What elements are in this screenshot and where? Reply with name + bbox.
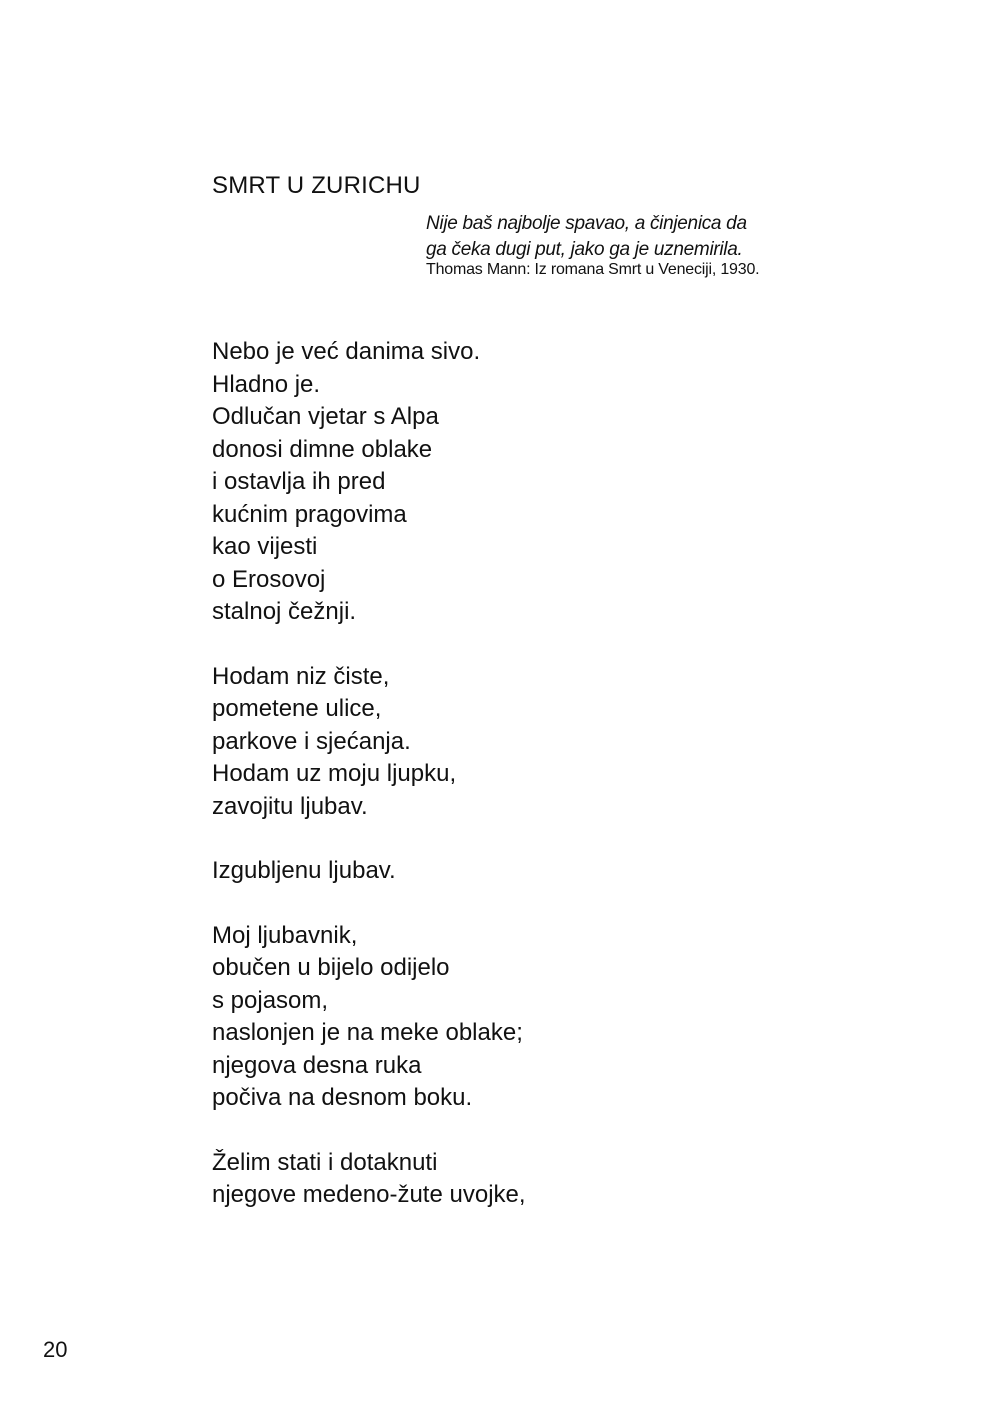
poem-line: Želim stati i dotaknuti xyxy=(212,1148,438,1176)
poem-line: Hodam uz moju ljupku, xyxy=(212,760,457,787)
poem-line: njegova desna ruka xyxy=(212,1051,422,1079)
stanza-1 xyxy=(212,336,812,629)
poem-line: naslonjen je na meke oblake; xyxy=(212,1019,523,1046)
page-number: 20 xyxy=(43,1337,68,1362)
poem-line: i ostavlja ih pred xyxy=(212,468,386,495)
epigraph-line: ga čeka dugi put, jako ga je uznemirila. xyxy=(426,239,743,260)
poem-line: Hodam niz čiste, xyxy=(212,662,390,690)
stanza-3 xyxy=(212,855,812,888)
poem-line: Izgubljenu ljubav. xyxy=(212,857,396,884)
poem-line: donosi dimne oblake xyxy=(212,435,433,463)
poem-line: stalnoj čežnji. xyxy=(212,598,357,625)
poem-line: Odlučan vjetar s Alpa xyxy=(212,403,439,430)
stanza-4 xyxy=(212,920,812,1115)
poem-line: s pojasom, xyxy=(212,986,329,1014)
poem-line: o Erosovoj xyxy=(212,565,326,593)
poem-line: kućnim pragovima xyxy=(212,500,407,528)
epigraph-source: Thomas Mann: Iz romana Smrt u Veneciji, 1930. xyxy=(426,261,760,278)
poem-line: pometene ulice, xyxy=(212,695,382,722)
poem-line: kao vijesti xyxy=(212,533,318,560)
poem-title: SMRT U ZURICHU xyxy=(212,172,421,199)
poem-line: obučen u bijelo odijelo xyxy=(212,954,450,981)
epigraph xyxy=(426,211,906,280)
stanza-5 xyxy=(212,1147,812,1212)
poem-line: počiva na desnom boku. xyxy=(212,1084,473,1111)
poem-line: Hladno je. xyxy=(212,370,321,398)
stanza-2 xyxy=(212,661,812,824)
epigraph-line: Nije baš najbolje spavao, a činjenica da xyxy=(426,213,747,234)
poem-line: zavojitu ljubav. xyxy=(212,792,368,820)
poem-line: parkove i sjećanja. xyxy=(212,727,411,755)
poem-line: njegove medeno-žute uvojke, xyxy=(212,1181,526,1208)
poem-body xyxy=(212,336,812,1244)
poem-line: Moj ljubavnik, xyxy=(212,921,358,949)
poem-line: Nebo je već danima sivo. xyxy=(212,338,481,365)
